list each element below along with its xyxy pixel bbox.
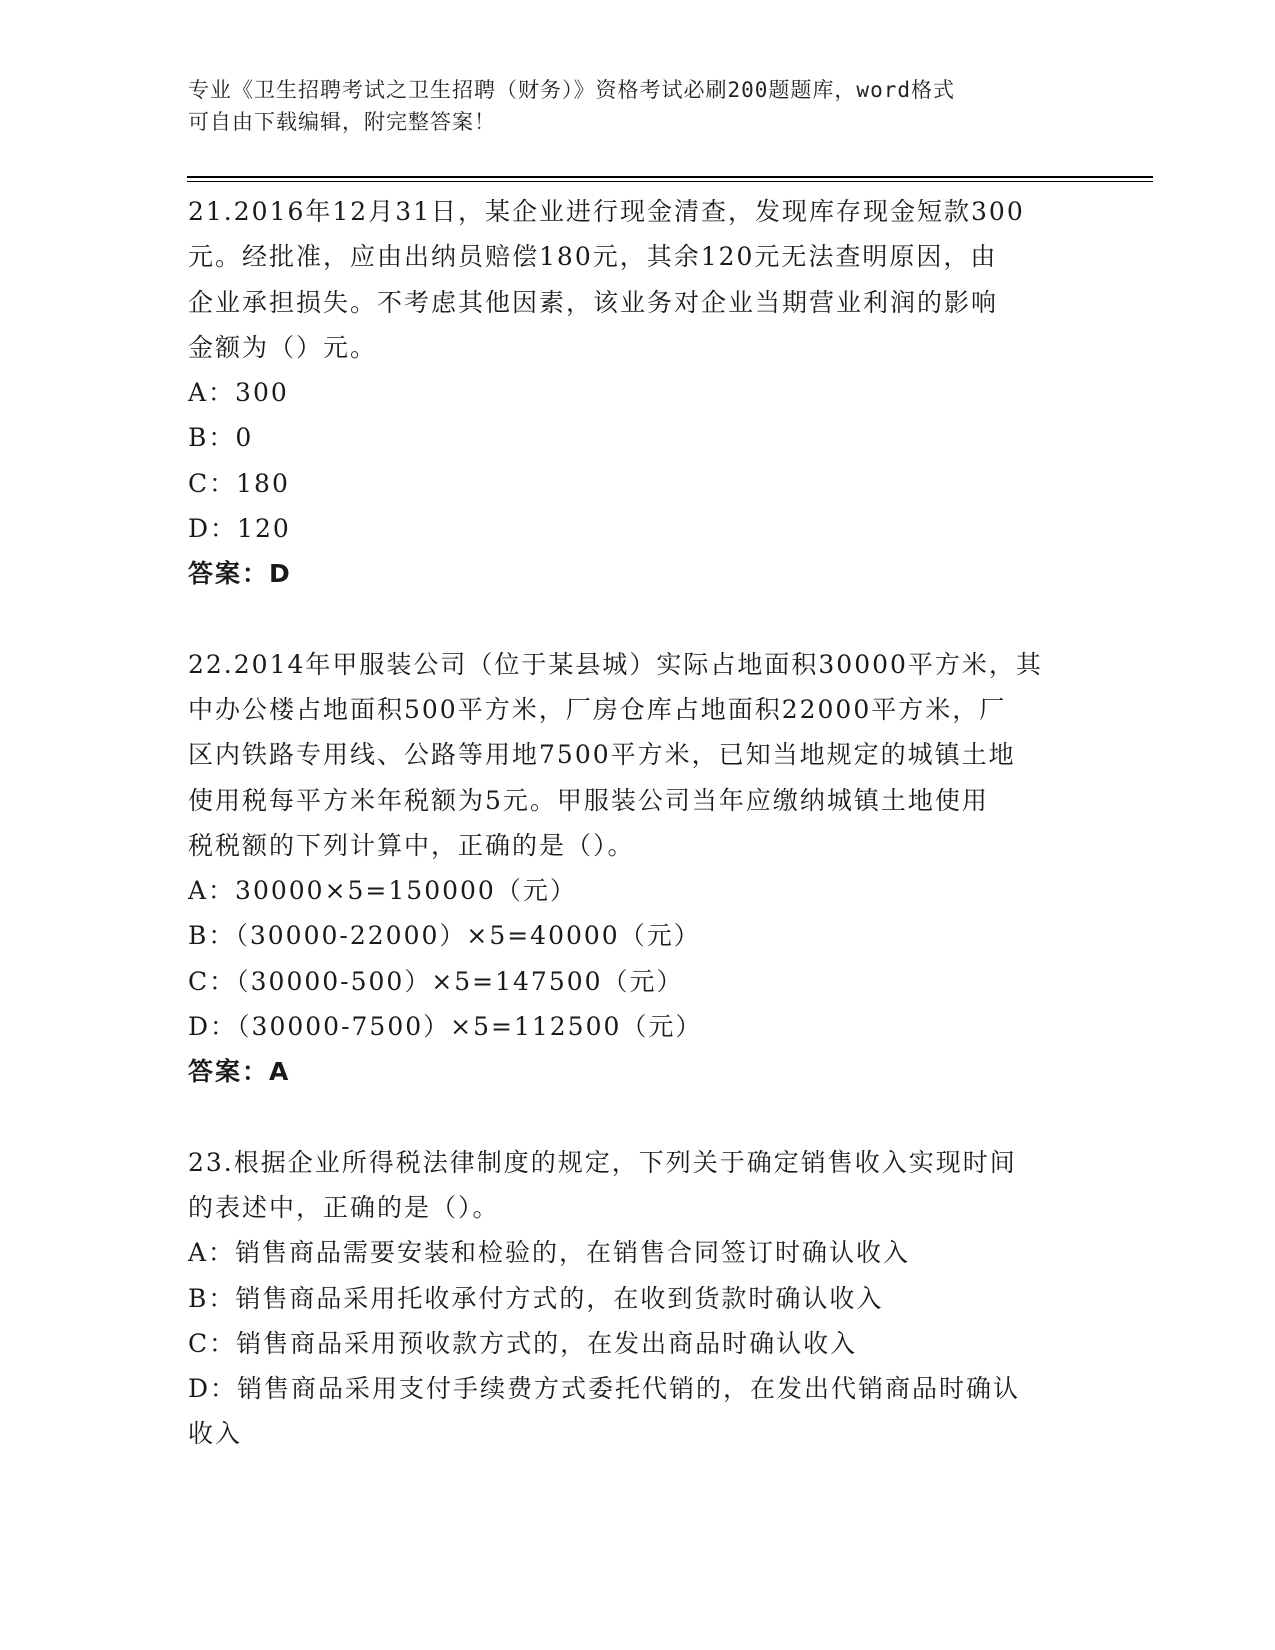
- question-list: [188, 189, 1088, 1457]
- question-22: [188, 642, 1088, 1095]
- option-b: B：（30000-22000）×5=40000（元）: [188, 921, 701, 951]
- option-b: B：0: [188, 423, 254, 453]
- option-d: D：120: [188, 514, 291, 544]
- stem-line: 的表述中，正确的是（）。: [188, 1192, 500, 1222]
- spacer: [188, 1095, 1088, 1140]
- header-rule-thick: [187, 176, 1153, 178]
- option-c: C：销售商品采用预收款方式的，在发出商品时确认收入: [188, 1328, 858, 1358]
- option-d: D：（30000-7500）×5=112500（元）: [188, 1012, 703, 1042]
- option-d-continued: 收入: [188, 1419, 243, 1449]
- stem-line: 使用税每平方米年税额为5元。甲服装公司当年应缴纳城镇土地使用: [188, 785, 989, 815]
- option-a: A：30000×5=150000（元）: [188, 876, 577, 906]
- option-a: A：300: [188, 378, 289, 408]
- header-line-2: 可自由下载编辑，附完整答案！: [188, 110, 496, 134]
- header-rule-thin: [187, 181, 1153, 182]
- stem-line: 区内铁路专用线、公路等用地7500平方米，已知当地规定的城镇土地: [188, 740, 1016, 770]
- question-23: [188, 1140, 1088, 1457]
- question-stem: [188, 1140, 1088, 1231]
- answer: 答案：D: [188, 559, 292, 589]
- option-d: D：销售商品采用支付手续费方式委托代销的，在发出代销商品时确认: [188, 1374, 1021, 1404]
- question-stem: [188, 642, 1088, 868]
- stem-line: 21.2016年12月31日，某企业进行现金清查，发现库存现金短款300: [188, 197, 1025, 226]
- stem-line: 企业承担损失。不考虑其他因素，该业务对企业当期营业利润的影响: [188, 287, 999, 317]
- stem-line: 22.2014年甲服装公司（位于某县城）实际占地面积30000平方米，其: [188, 649, 1043, 679]
- option-b: B：销售商品采用托收承付方式的，在收到货款时确认收入: [188, 1283, 884, 1313]
- header-line-1: 专业《卫生招聘考试之卫生招聘（财务）》资格考试必刷200题题库，word格式: [188, 78, 955, 102]
- spacer: [188, 597, 1088, 642]
- stem-line: 元。经批准，应由出纳员赔偿180元，其余120元无法查明原因，由: [188, 242, 998, 272]
- document-header: [188, 74, 1068, 138]
- stem-line: 中办公楼占地面积500平方米，厂房仓库占地面积22000平方米，厂: [188, 694, 1007, 724]
- option-c: C：（30000-500）×5=147500（元）: [188, 966, 684, 996]
- answer: 答案：A: [188, 1057, 291, 1087]
- stem-line: 23.根据企业所得税法律制度的规定，下列关于确定销售收入实现时间: [188, 1147, 1017, 1177]
- stem-line: 金额为（）元。: [188, 332, 378, 362]
- stem-line: 税税额的下列计算中，正确的是（）。: [188, 830, 635, 860]
- question-stem: [188, 189, 1088, 370]
- option-a: A：销售商品需要安装和检验的，在销售合同签订时确认收入: [188, 1238, 911, 1268]
- question-21: [188, 189, 1088, 597]
- option-c: C：180: [188, 468, 290, 498]
